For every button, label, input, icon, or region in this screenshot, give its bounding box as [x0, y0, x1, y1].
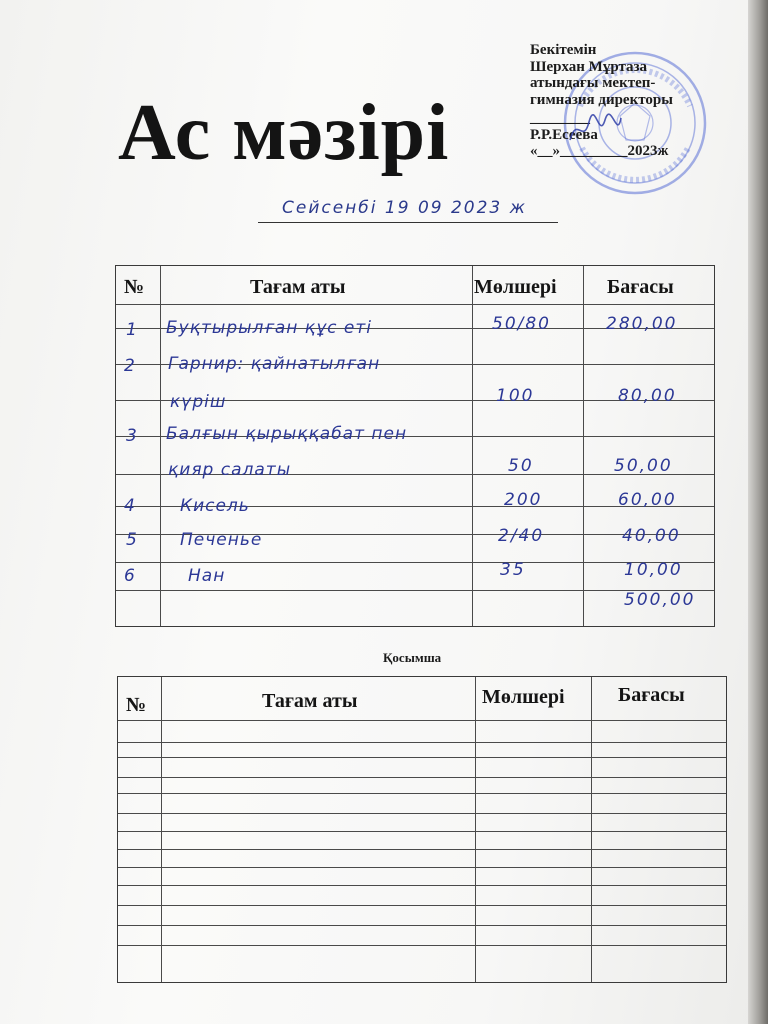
- addon-header-name: Тағам аты: [262, 690, 358, 712]
- page-edge: [748, 0, 768, 1024]
- approval-block: [530, 42, 730, 160]
- header-name: Тағам аты: [250, 276, 346, 298]
- row-2-name-cont: күріш: [170, 392, 227, 412]
- row-3-no: 3: [126, 426, 139, 446]
- row-3-price: 50,00: [614, 456, 673, 476]
- date-underline: [258, 222, 558, 223]
- row-4-amount: 200: [504, 490, 543, 510]
- row-5-price: 40,00: [622, 526, 681, 546]
- approval-line-2: Шерхан Мұртаза: [530, 58, 648, 75]
- row-4-price: 60,00: [618, 490, 677, 510]
- row-3-amount: 50: [508, 456, 534, 476]
- signature-line: ________: [530, 110, 590, 126]
- header-no: №: [124, 276, 145, 298]
- addon-header-amount: Мөлшері: [482, 686, 565, 708]
- approval-date-line: «__»_________2023ж: [530, 143, 669, 159]
- row-2-name: Гарнир: қайнатылған: [168, 354, 381, 374]
- director-name: Р.Р.Есеева: [530, 126, 598, 143]
- row-2-amount: 100: [496, 386, 535, 406]
- header-amount: Мөлшері: [474, 276, 557, 298]
- row-1-price: 280,00: [606, 314, 678, 334]
- addon-header-price: Бағасы: [618, 684, 685, 706]
- approval-line-1: Бекітемін: [530, 42, 597, 58]
- row-1-no: 1: [126, 320, 139, 340]
- row-3-name-cont: қияр салаты: [168, 460, 292, 480]
- row-4-no: 4: [124, 496, 137, 516]
- approval-line-3: атындағы мектеп-: [530, 75, 656, 91]
- row-6-name: Нан: [188, 566, 226, 586]
- total-price: 500,00: [624, 590, 696, 610]
- row-3-name: Балғын қырыққабат пен: [166, 424, 408, 444]
- page-title: Ас мәзірі: [118, 89, 450, 177]
- row-2-price: 80,00: [618, 386, 677, 406]
- row-2-no: 2: [124, 356, 137, 376]
- addon-header-no: №: [126, 694, 147, 716]
- row-5-amount: 2/40: [498, 526, 545, 546]
- row-5-no: 5: [126, 530, 139, 550]
- handwritten-signature-icon: [565, 110, 625, 150]
- header-price: Бағасы: [607, 276, 674, 298]
- row-6-amount: 35: [500, 560, 526, 580]
- row-6-price: 10,00: [624, 560, 683, 580]
- row-1-name: Буқтырылған құс еті: [166, 318, 372, 338]
- row-5-name: Печенье: [180, 530, 263, 550]
- row-4-name: Кисель: [180, 496, 250, 516]
- menu-date: Сейсенбі 19 09 2023 ж: [282, 198, 527, 218]
- row-6-no: 6: [124, 566, 137, 586]
- addon-table: [117, 676, 727, 983]
- addon-title: Қосымша: [383, 650, 442, 665]
- row-1-amount: 50/80: [492, 314, 551, 334]
- approval-line-4: гимназия директоры: [530, 91, 673, 108]
